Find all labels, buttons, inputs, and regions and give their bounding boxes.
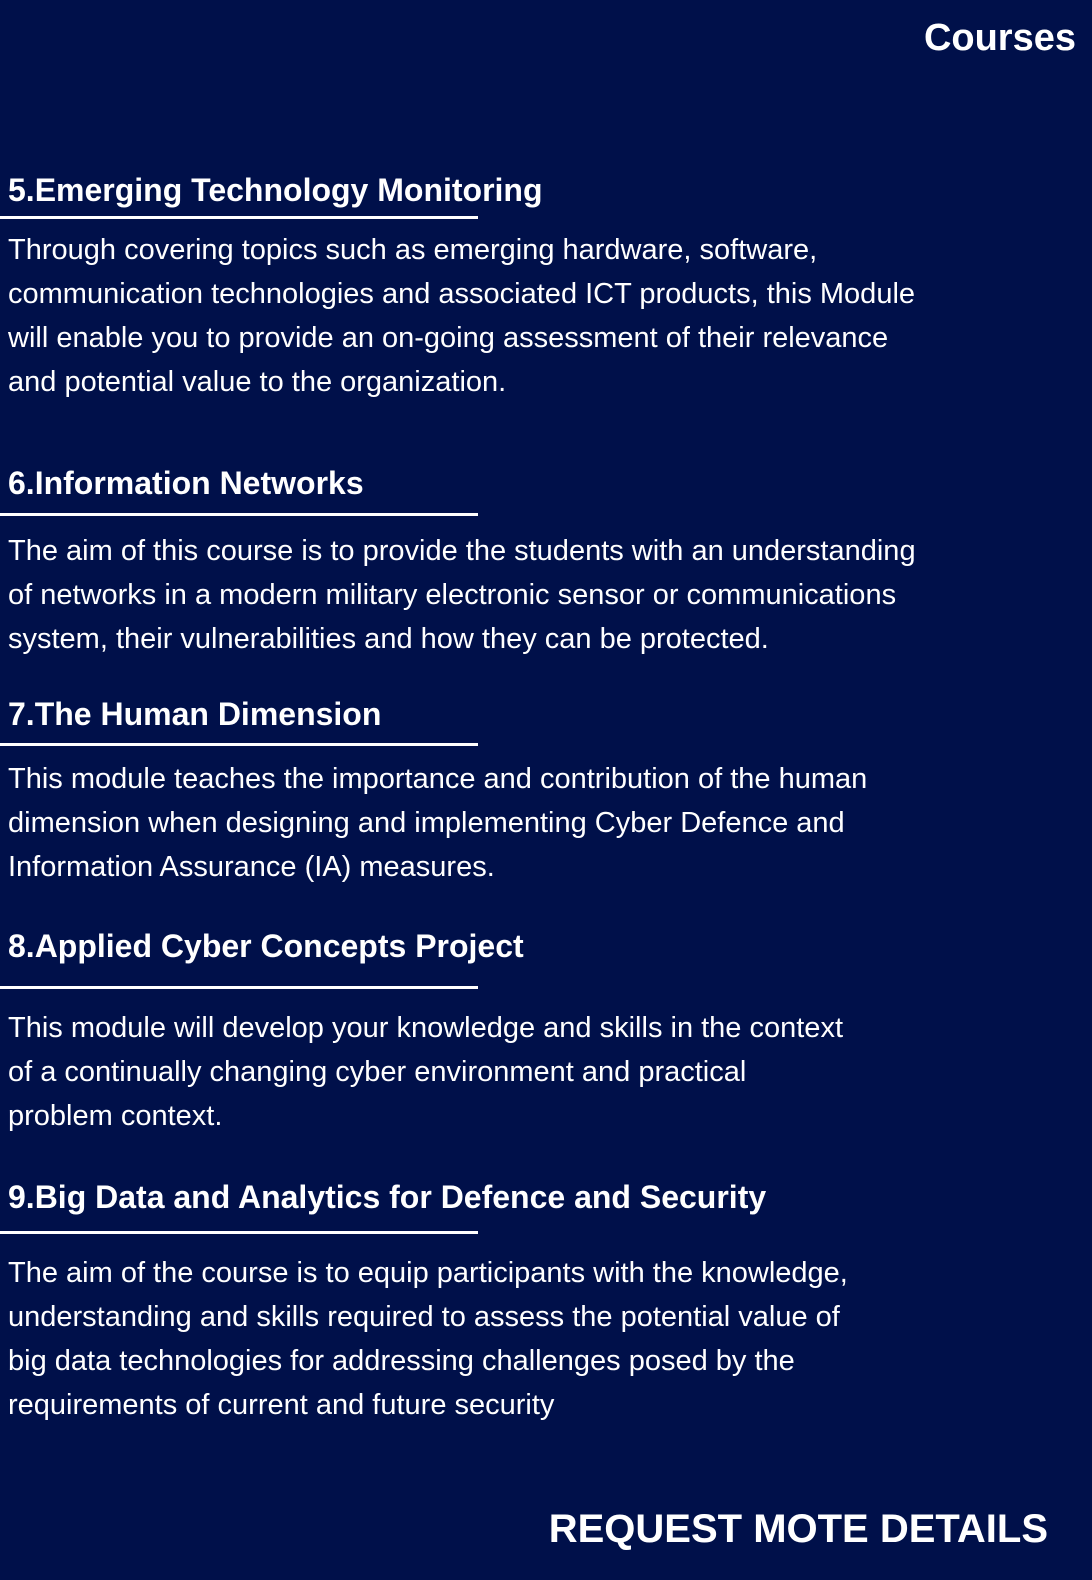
course-title: 5.Emerging Technology Monitoring	[8, 172, 543, 208]
course-description: Through covering topics such as emerging hardware, software, communication technologies and associated ICT products, this Module will enable you to provide an on-going assessment of their relevance and potential value to the organization.	[8, 234, 916, 398]
course-divider	[0, 1231, 478, 1234]
course-description: The aim of the course is to equip participants with the knowledge, understanding and skills required to assess the potential value of big data technologies for addressing challenges posed by the requirements of current and future security	[8, 1257, 848, 1421]
course-section-8	[0, 926, 1092, 1138]
course-description: This module teaches the importance and contribution of the human dimension when designing and implementing Cyber Defence and Information Assurance (IA) measures.	[8, 763, 868, 883]
course-section-7	[0, 694, 1092, 889]
course-section-9	[0, 1177, 1092, 1427]
course-divider	[0, 743, 478, 746]
course-divider	[0, 216, 478, 219]
course-divider	[0, 513, 478, 516]
course-divider	[0, 986, 478, 989]
page-title: Courses	[923, 17, 1076, 59]
course-description: This module will develop your knowledge and skills in the context of a continually changing cyber environment and practical problem context.	[8, 1012, 843, 1132]
course-description: The aim of this course is to provide the students with an understanding of networks in a modern military electronic sensor or communications system, their vulnerabilities and how they can be protected.	[8, 535, 916, 655]
course-title: 7.The Human Dimension	[8, 696, 382, 732]
request-more-details-button[interactable]: REQUEST MOTE DETAILS	[549, 1504, 1048, 1554]
course-title: 8.Applied Cyber Concepts Project	[8, 928, 524, 964]
course-title: 9.Big Data and Analytics for Defence and Security	[8, 1179, 767, 1215]
course-section-5	[0, 170, 1092, 404]
course-section-6	[0, 463, 1092, 661]
course-title: 6.Information Networks	[8, 465, 364, 501]
